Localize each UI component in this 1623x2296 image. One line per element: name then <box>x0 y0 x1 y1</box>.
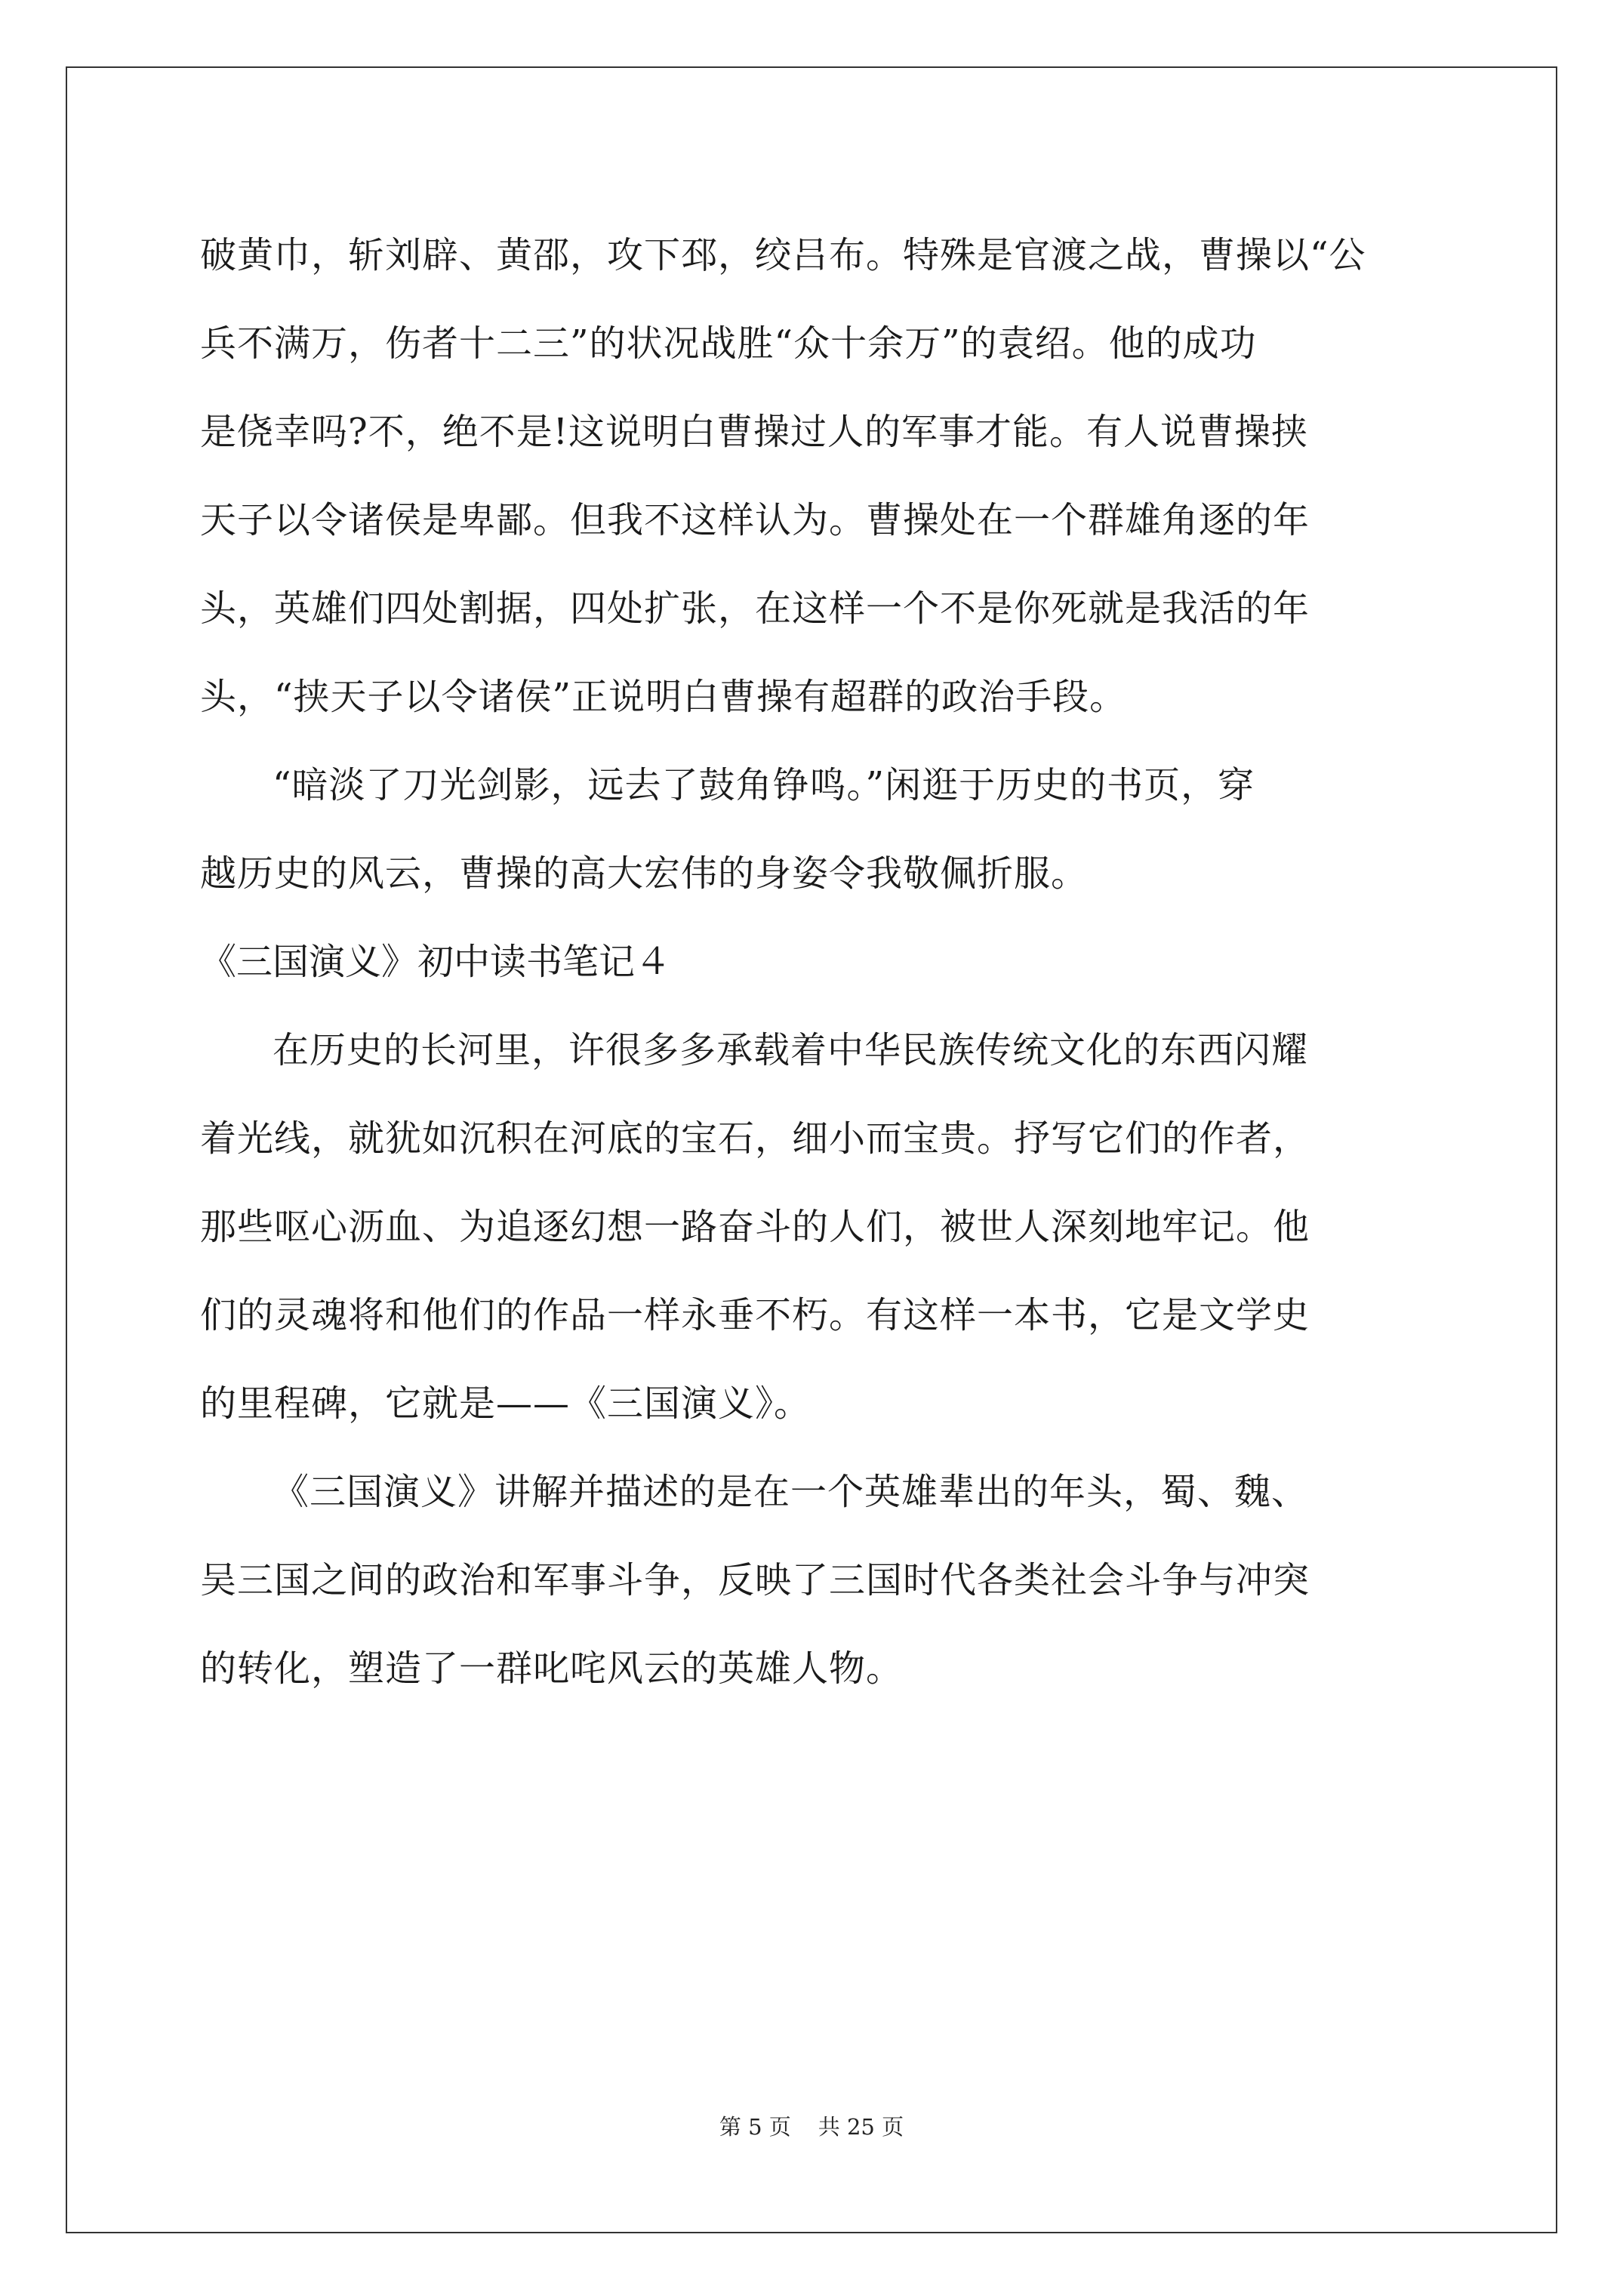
text-line: 兵不满万，伤者十二三”的状况战胜“众十余万”的袁绍。他的成功 <box>200 322 1257 365</box>
paragraph-1 <box>200 211 1438 741</box>
paragraph-2 <box>200 741 1438 918</box>
text-line: 那些呕心沥血、为追逐幻想一路奋斗的人们，被世人深刻地牢记。他 <box>200 1206 1310 1248</box>
text-line: 是侥幸吗?不，绝不是!这说明白曹操过人的军事才能。有人说曹操挟 <box>200 411 1309 453</box>
text-line: 的里程碑，它就是——《三国演义》。 <box>200 1382 812 1425</box>
total-pages-label: 共 25 页 <box>818 2114 904 2140</box>
text-line: 吴三国之间的政治和军事斗争，反映了三国时代各类社会斗争与冲突 <box>200 1559 1310 1601</box>
page-footer <box>0 2110 1623 2141</box>
text-line: 的转化，塑造了一群叱咤风云的英雄人物。 <box>200 1647 904 1690</box>
document-body <box>200 211 1438 1713</box>
text-line: 天子以令诸侯是卑鄙。但我不这样认为。曹操处在一个群雄角逐的年 <box>200 499 1310 541</box>
text-line: “暗淡了刀光剑影，远去了鼓角铮鸣。”闲逛于历史的书页，穿 <box>273 764 1255 806</box>
text-line: 破黄巾，斩刘辟、黄邵，攻下邳，绞吕布。特殊是官渡之战，曹操以“公 <box>200 234 1366 276</box>
text-line: 头，英雄们四处割据，四处扩张，在这样一个不是你死就是我活的年 <box>200 587 1310 630</box>
text-line: 在历史的长河里，许很多多承载着中华民族传统文化的东西闪耀 <box>273 1029 1309 1071</box>
text-line: 着光线，就犹如沉积在河底的宝石，细小而宝贵。抒写它们的作者， <box>200 1117 1310 1160</box>
current-page-label: 第 5 页 <box>719 2114 791 2140</box>
section-heading: 《三国演义》初中读书笔记４ <box>200 941 672 983</box>
text-line: 越历史的风云，曹操的高大宏伟的身姿令我敬佩折服。 <box>200 852 1089 895</box>
text-line: 们的灵魂将和他们的作品一样永垂不朽。有这样一本书，它是文学史 <box>200 1294 1310 1336</box>
paragraph-4 <box>200 1448 1438 1713</box>
text-line: 头，“挟天子以令诸侯”正说明白曹操有超群的政治手段。 <box>200 676 1127 718</box>
paragraph-3 <box>200 1006 1438 1448</box>
text-line: 《三国演义》讲解并描述的是在一个英雄辈出的年头，蜀、魏、 <box>273 1471 1309 1513</box>
